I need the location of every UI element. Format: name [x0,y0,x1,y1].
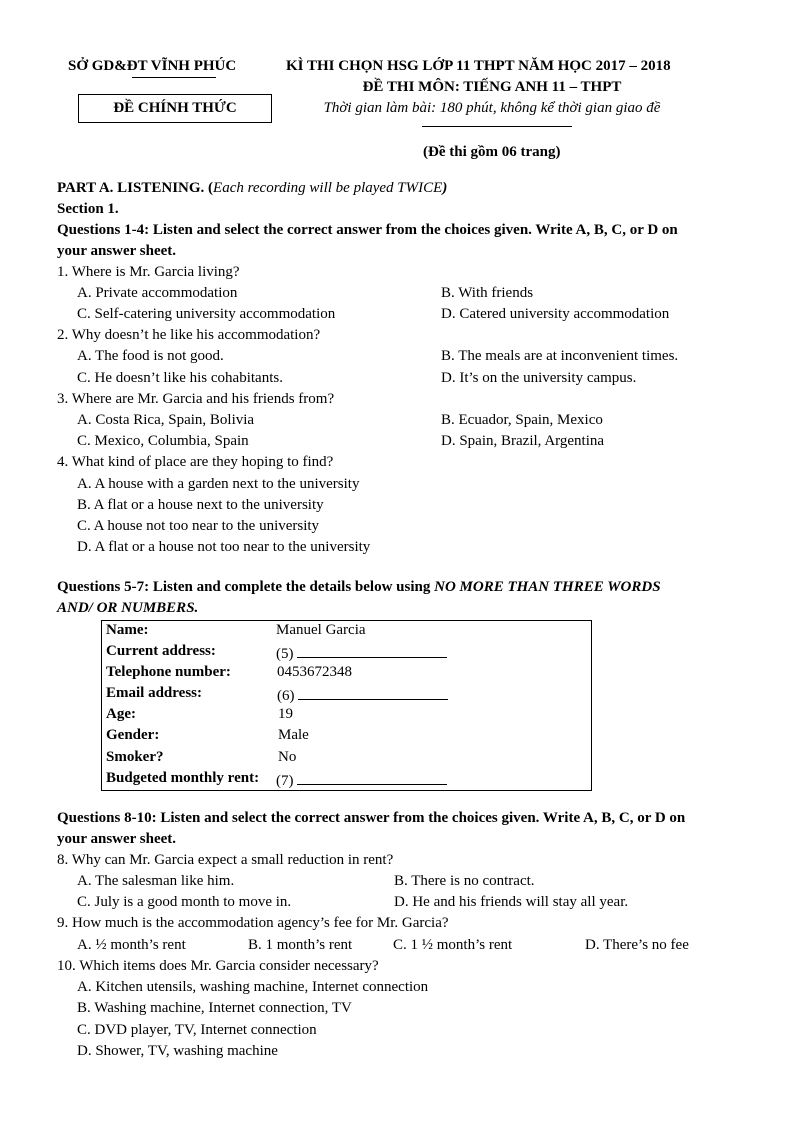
form-label-budget: Budgeted monthly rent: [106,770,260,786]
q4-stem: 4. What kind of place are they hoping to find? [57,454,334,470]
header-left-underline [132,77,216,78]
q1-option-d: D. Catered university accommodation [441,306,670,322]
form-label-name: Name: [106,622,149,638]
exam-title: KÌ THI CHỌN HSG LỚP 11 THPT NĂM HỌC 2017 – 2018 [286,58,671,74]
q3-option-b: B. Ecuador, Spain, Mexico [441,412,603,428]
form-label-current-address: Current address: [106,643,216,659]
part-a-title: PART A. LISTENING. (Each recording will be played TWICE) [57,180,448,196]
q2-option-c: C. He doesn’t like his cohabitants. [77,370,283,386]
form-value-name: Manuel Garcia [276,622,366,638]
form-value-telephone: 0453672348 [277,664,352,680]
q8-option-c: C. July is a good month to move in. [77,894,292,910]
q8-option-b: B. There is no contract. [394,873,535,889]
q3-stem: 3. Where are Mr. Garcia and his friends from? [57,391,335,407]
q9-option-d: D. There’s no fee [585,937,689,953]
q8-10-instructions-line2: your answer sheet. [57,831,177,847]
q1-4-instructions-line2: your answer sheet. [57,243,177,259]
q4-option-b: B. A flat or a house next to the university [77,497,324,513]
q3-option-a: A. Costa Rica, Spain, Bolivia [77,412,255,428]
q9-option-b: B. 1 month’s rent [248,937,353,953]
q4-option-a: A. A house with a garden next to the university [77,476,360,492]
q1-stem: 1. Where is Mr. Garcia living? [57,264,240,280]
official-exam-box [78,94,272,123]
q4-option-c: C. A house not too near to the university [77,518,320,534]
page-count: (Đề thi gồm 06 trang) [423,144,561,160]
q1-option-a: A. Private accommodation [77,285,238,301]
q8-stem: 8. Why can Mr. Garcia expect a small reduction in rent? [57,852,394,868]
q10-option-b: B. Washing machine, Internet connection, TV [77,1000,352,1016]
q3-option-d: D. Spain, Brazil, Argentina [441,433,605,449]
q4-option-d: D. A flat or a house not too near to the university [77,539,371,555]
form-value-current-address: (5) [276,643,447,663]
form-value-email: (6) [277,685,448,705]
form-label-email: Email address: [106,685,202,701]
form-value-budget: (7) [276,770,447,790]
q2-option-d: D. It’s on the university campus. [441,370,637,386]
q1-4-instructions-line1: Questions 1-4: Listen and select the correct answer from the choices given. Write A, B, C, or D on [57,222,678,238]
header-right-underline [422,126,572,127]
form-value-age: 19 [278,706,293,722]
form-value-smoker: No [278,749,297,765]
q9-option-c: C. 1 ½ month’s rent [393,937,513,953]
q5-7-instructions-line1: Questions 5-7: Listen and complete the details below using NO MORE THAN THREE WORDS [57,579,661,595]
official-exam-label: ĐỀ CHÍNH THỨC [113,100,237,116]
answer-blank-7 [297,770,447,785]
q10-option-d: D. Shower, TV, washing machine [77,1043,278,1059]
exam-subject: ĐỀ THI MÔN: TIẾNG ANH 11 – THPT [362,79,622,95]
q10-option-c: C. DVD player, TV, Internet connection [77,1022,317,1038]
answer-blank-6 [298,685,448,700]
q1-option-c: C. Self-catering university accommodation [77,306,336,322]
issuing-department: SỞ GD&ĐT VĨNH PHÚC [68,58,237,74]
answer-blank-5 [297,643,447,658]
form-label-age: Age: [106,706,136,722]
q9-option-a: A. ½ month’s rent [77,937,186,953]
q2-stem: 2. Why doesn’t he like his accommodation? [57,327,321,343]
q1-option-b: B. With friends [441,285,534,301]
exam-duration: Thời gian làm bài: 180 phút, không kể thời gian giao đề [323,100,661,116]
q2-option-b: B. The meals are at inconvenient times. [441,348,679,364]
q2-option-a: A. The food is not good. [77,348,224,364]
form-value-gender: Male [278,727,309,743]
form-label-gender: Gender: [106,727,160,743]
q8-10-instructions-line1: Questions 8-10: Listen and select the correct answer from the choices given. Write A, B, C, or D on [57,810,686,826]
section-1-heading: Section 1. [57,201,119,217]
q10-stem: 10. Which items does Mr. Garcia consider necessary? [57,958,379,974]
q8-option-d: D. He and his friends will stay all year. [394,894,629,910]
q10-option-a: A. Kitchen utensils, washing machine, Internet connection [77,979,429,995]
q3-option-c: C. Mexico, Columbia, Spain [77,433,249,449]
form-label-smoker: Smoker? [106,749,164,765]
q8-option-a: A. The salesman like him. [77,873,235,889]
q9-stem: 9. How much is the accommodation agency’s fee for Mr. Garcia? [57,915,449,931]
q5-7-instructions-line2: AND/ OR NUMBERS. [57,600,199,616]
form-label-telephone: Telephone number: [106,664,231,680]
